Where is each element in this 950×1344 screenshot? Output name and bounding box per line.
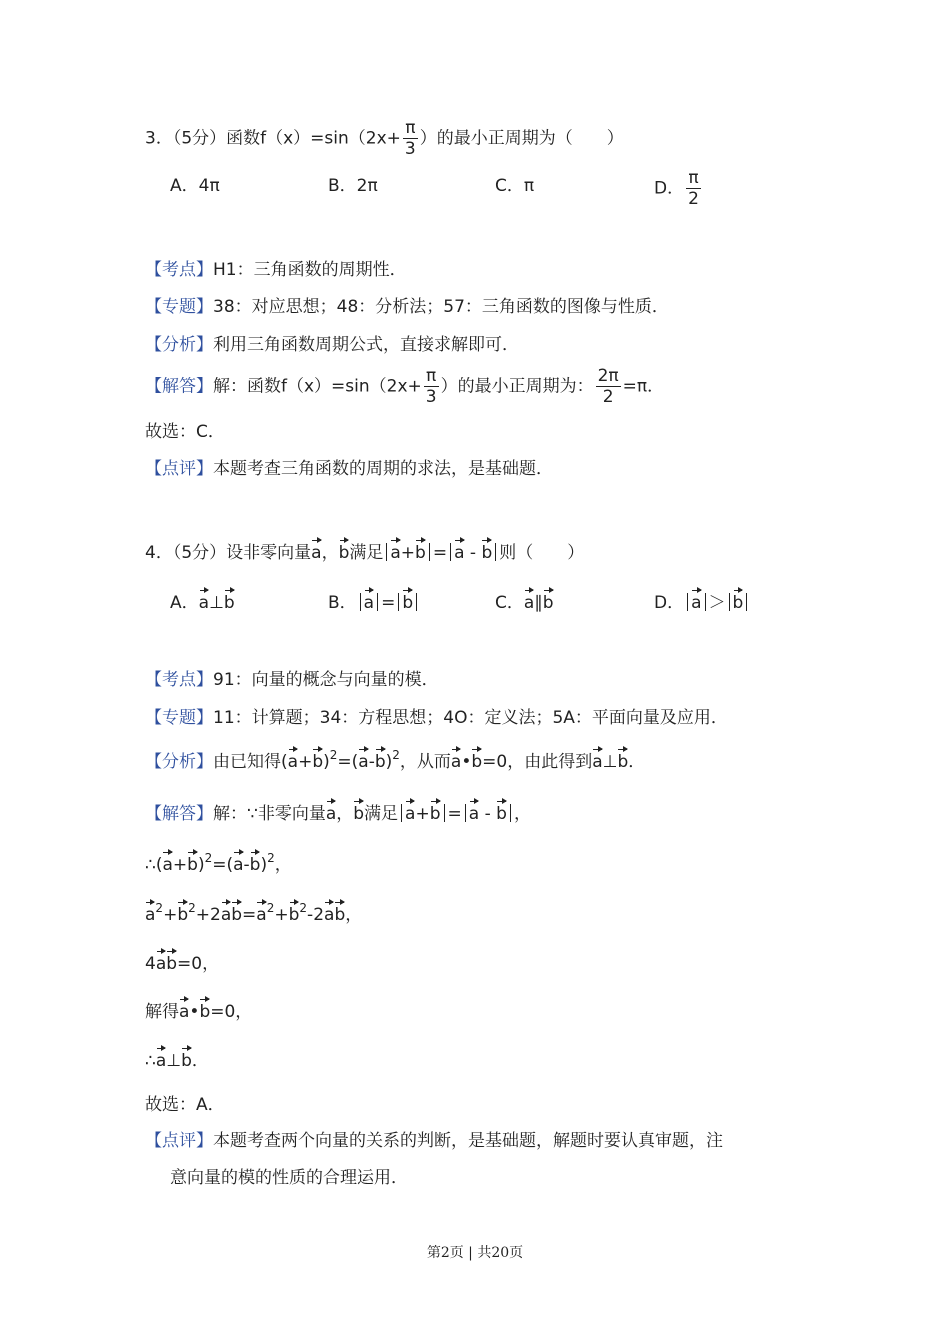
q3-guxuan: 故选：C． bbox=[145, 422, 225, 442]
q3-option-a[interactable]: A．4π bbox=[170, 176, 220, 196]
q4-step-5: ∴a⊥b． bbox=[145, 1044, 209, 1070]
pi-over-3-fraction: $\frac{\pi}{3}$ bbox=[425, 366, 437, 407]
q3-zhuanti: 【专题】38：对应思想；48：分析法；57：三角函数的图像与性质． bbox=[145, 297, 669, 317]
q3-fenxi: 【分析】利用三角函数周期公式，直接求解即可． bbox=[145, 335, 519, 355]
page-footer: 第2页 | 共20页 bbox=[426, 1245, 524, 1261]
two-pi-over-2-fraction: $\frac{2\pi}{2}$ bbox=[597, 366, 619, 407]
q4-jieda: 【解答】解：∵非零向量a，b满足 a+b = a - b ， bbox=[145, 797, 531, 823]
q4-option-c[interactable]: C．a∥b bbox=[495, 586, 554, 612]
pi-over-3-fraction: $\frac{\pi}{3}$ bbox=[404, 118, 416, 159]
q4-option-a[interactable]: A．a⊥b bbox=[170, 586, 235, 612]
q3-dianping: 【点评】本题考查三角函数的周期的求法，是基础题． bbox=[145, 459, 553, 479]
q3-option-d[interactable]: D． $\frac{\pi}{2}$ bbox=[654, 168, 699, 209]
q4-option-d[interactable]: D． a ＞ b bbox=[654, 586, 750, 612]
pi-over-2-fraction: $\frac{\pi}{2}$ bbox=[688, 168, 699, 209]
q4-step-1: $\therefore(a+b)^2=(a-b)^2$， bbox=[145, 848, 292, 874]
q3-option-c[interactable]: C．π bbox=[495, 176, 535, 196]
q4-kaodian: 【考点】91：向量的概念与向量的模． bbox=[145, 670, 439, 690]
q4-guxuan: 故选：A． bbox=[145, 1095, 225, 1115]
q4-zhuanti: 【专题】11：计算题；34：方程思想；4O：定义法；5A：平面向量及应用． bbox=[145, 708, 728, 728]
q4-stem: 4．（5分）设非零向量a，b满足 a+b = a - b 则（ ） bbox=[145, 536, 584, 562]
q4-dianping: 【点评】本题考查两个向量的关系的判断，是基础题，解题时要认真审题，注 bbox=[145, 1131, 723, 1151]
q4-step-2: $a^2+b^2+2ab=a^2+b^2-2ab$， bbox=[145, 898, 362, 924]
q3-stem: 3．（5分）函数f（x）=sin（2x+ $\frac{\pi}{3}$ ）的最小正周期为（ ） bbox=[145, 118, 624, 159]
q3-option-b[interactable]: B．2π bbox=[328, 176, 378, 196]
q3-jieda: 【解答】解：函数f（x）=sin（2x+ $\frac{\pi}{3}$ ）的最小正周期为： $\frac{2\pi}{2}$ =π． bbox=[145, 366, 665, 407]
q4-option-b[interactable]: B． a = b bbox=[328, 586, 420, 612]
q4-step-4: 解得a•b=0， bbox=[145, 995, 252, 1021]
q3-kaodian: 【考点】H1：三角函数的周期性． bbox=[145, 260, 407, 280]
q4-step-3: 4ab=0， bbox=[145, 947, 219, 973]
q4-fenxi: 【分析】由已知得$(a+b)^2=(a-b)^2$，从而a•b=0，由此得到a⊥b． bbox=[145, 745, 645, 771]
q4-dianping-cont: 意向量的模的性质的合理运用． bbox=[170, 1168, 408, 1188]
